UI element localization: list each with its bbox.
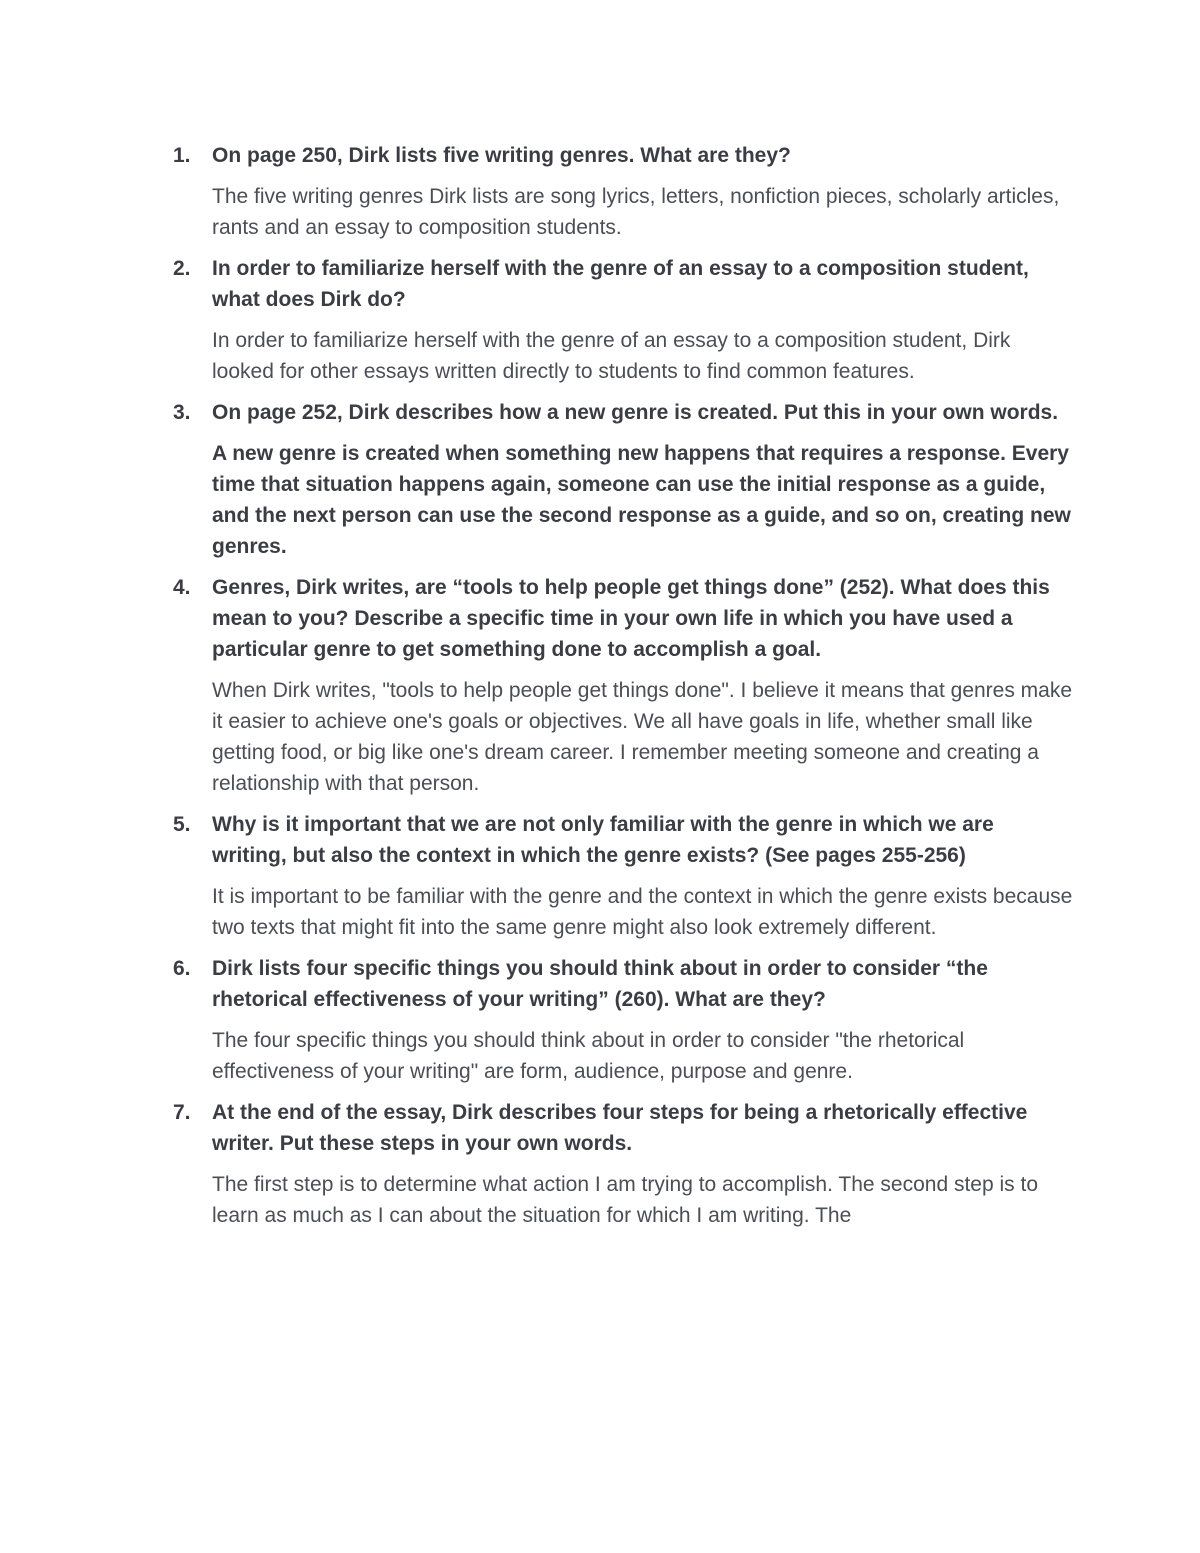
item-number: 6. (173, 957, 191, 980)
item-number: 4. (173, 576, 191, 599)
list-item-6 (173, 953, 1073, 1087)
question-text: On page 250, Dirk lists five writing genres. What are they? (212, 144, 791, 167)
list-item-5 (173, 809, 1073, 943)
list-item-1 (173, 140, 1073, 243)
question-list (173, 140, 1073, 1241)
answer-text: It is important to be familiar with the genre and the context in which the genre exists because two texts that might fit into the same genre might also look extremely different. (212, 885, 1073, 939)
question-text: Dirk lists four specific things you should think about in order to consider “the rhetorical effectiveness of your writing” (260). What are they? (212, 957, 988, 1011)
list-item-7 (173, 1097, 1073, 1231)
list-item-2 (173, 253, 1073, 387)
answer-text: The first step is to determine what action I am trying to accomplish. The second step is to learn as much as I can about the situation for which I am writing. The (212, 1173, 1038, 1227)
list-item-3 (173, 397, 1073, 562)
item-number: 2. (173, 257, 191, 280)
item-number: 1. (173, 144, 191, 167)
item-number: 7. (173, 1101, 191, 1124)
item-number: 5. (173, 813, 191, 836)
question-text: In order to familiarize herself with the genre of an essay to a composition student, what does Dirk do? (212, 257, 1029, 311)
answer-text: The five writing genres Dirk lists are song lyrics, letters, nonfiction pieces, scholarly articles, rants and an essay to composition students. (212, 185, 1060, 239)
item-number: 3. (173, 401, 191, 424)
question-text: At the end of the essay, Dirk describes four steps for being a rhetorically effective writer. Put these steps in your own words. (212, 1101, 1028, 1155)
answer-text: A new genre is created when something new happens that requires a response. Every time that situation happens again, someone can use the initial response as a guide, and the next person can use the second response as a guide, and so on, creating new genres. (212, 442, 1071, 558)
answer-text: When Dirk writes, "tools to help people get things done". I believe it means that genres make it easier to achieve one's goals or objectives. We all have goals in life, whether small like getting food, or big like one's dream career. I remember meeting someone and creating a relationship with that person. (212, 679, 1073, 795)
question-text: On page 252, Dirk describes how a new genre is created. Put this in your own words. (212, 401, 1059, 424)
answer-text: The four specific things you should think about in order to consider "the rhetorical effectiveness of your writing" are form, audience, purpose and genre. (212, 1029, 965, 1083)
question-text: Genres, Dirk writes, are “tools to help people get things done” (252). What does this mean to you? Describe a specific time in your own life in which you have used a particular genre to get something done to accomplish a goal. (212, 576, 1050, 661)
question-text: Why is it important that we are not only familiar with the genre in which we are writing, but also the context in which the genre exists? (See pages 255-256) (212, 813, 994, 867)
answer-text: In order to familiarize herself with the genre of an essay to a composition student, Dirk looked for other essays written directly to students to find common features. (212, 329, 1011, 383)
list-item-4 (173, 572, 1073, 799)
